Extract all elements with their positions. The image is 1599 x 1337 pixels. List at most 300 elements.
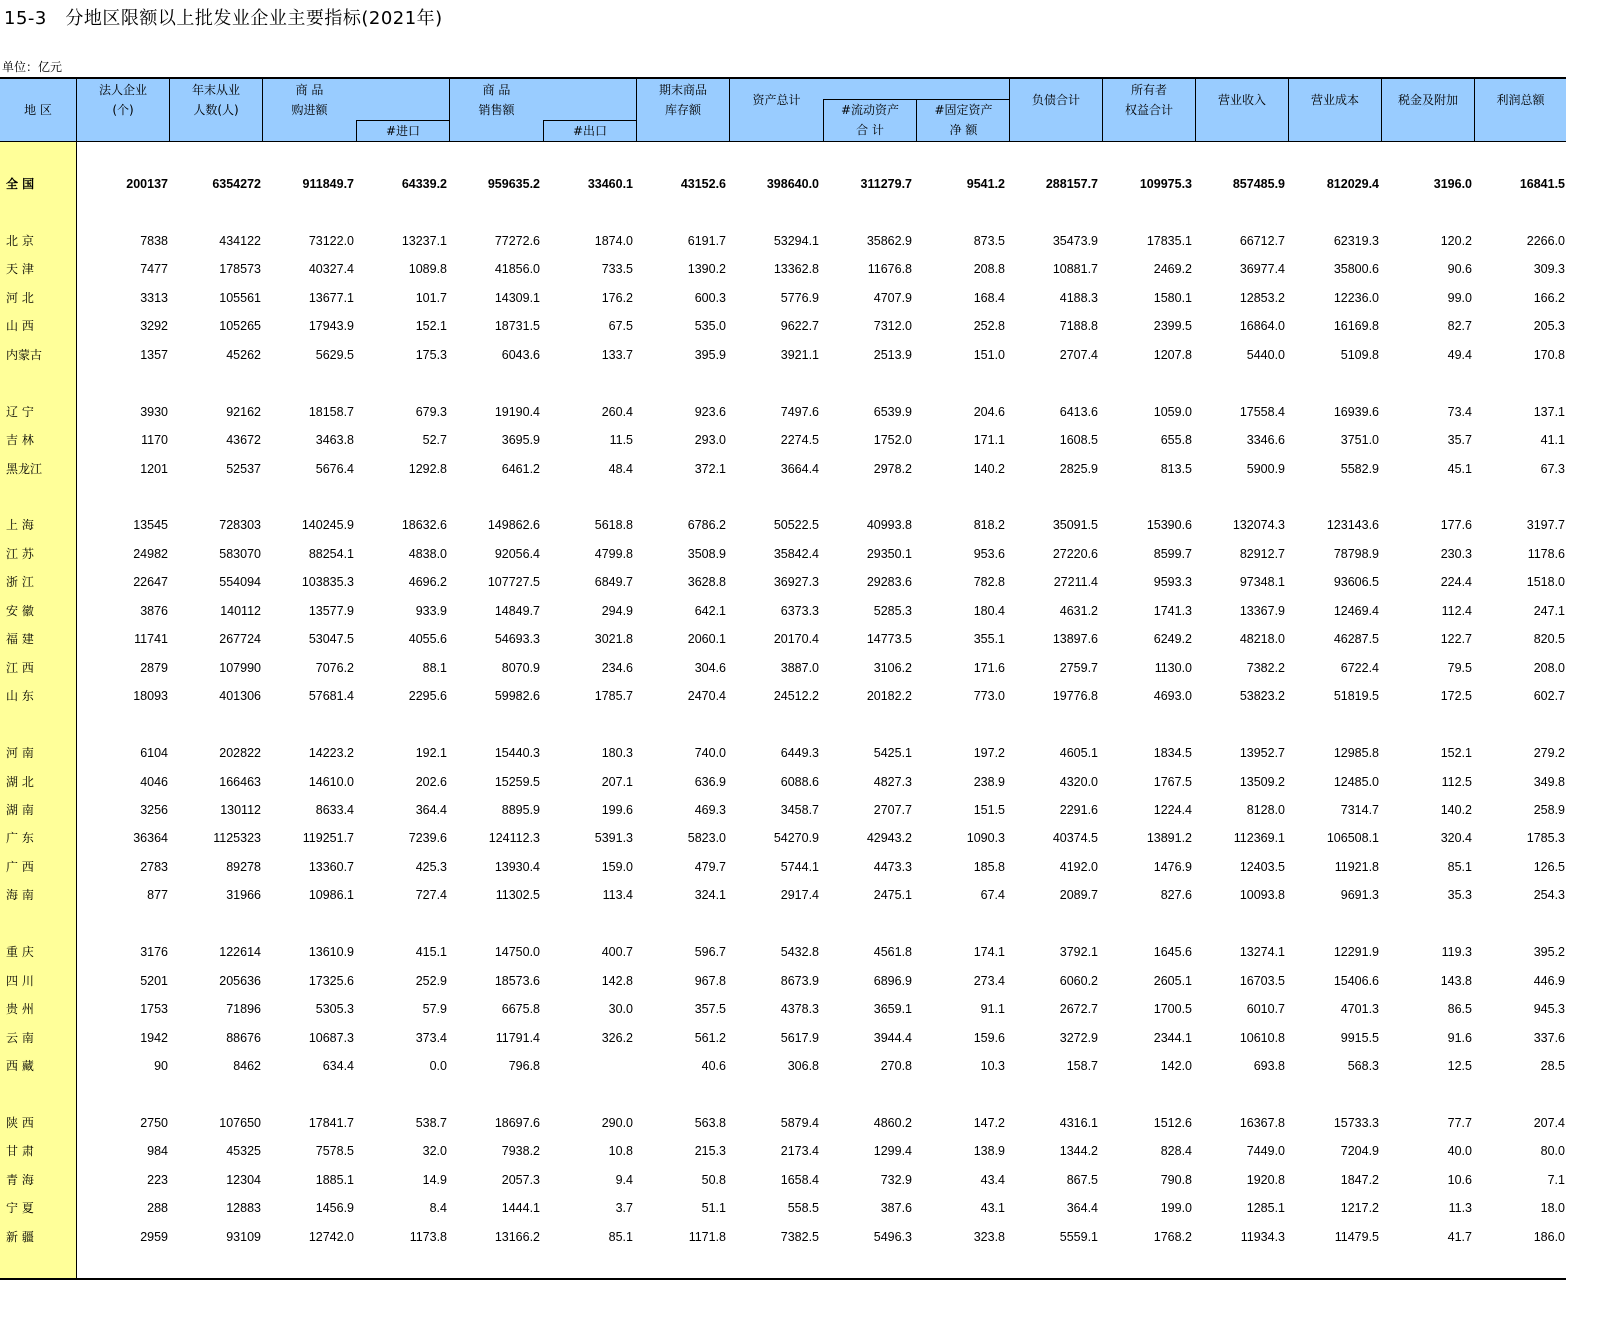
region-column (0, 142, 77, 1279)
table-cell: 92162 (226, 405, 261, 419)
table-cell: 205636 (219, 974, 261, 988)
table-cell: 270.8 (880, 1059, 912, 1073)
table-cell: 54693.3 (494, 632, 540, 646)
table-cell: 105265 (219, 319, 261, 333)
table-row (0, 1141, 1566, 1161)
table-cell: 29283.6 (866, 575, 912, 589)
table-cell: 2879 (140, 661, 168, 675)
table-cell: 5744.1 (780, 860, 819, 874)
header-current-assets (823, 99, 916, 141)
table-cell: 945.3 (1533, 1002, 1565, 1016)
table-cell: 634.4 (322, 1059, 354, 1073)
table-cell: 9541.2 (966, 177, 1005, 191)
table-row-total (0, 174, 1566, 194)
table-cell: 4838.0 (408, 547, 447, 561)
table-cell: 3256 (140, 803, 168, 817)
table-cell: 71896 (226, 1002, 261, 1016)
table-cell: 6043.6 (501, 348, 540, 362)
table-cell: 4320.0 (1059, 775, 1098, 789)
region-name: 北 京 (6, 234, 34, 248)
header-imports: #进口 (356, 120, 449, 141)
table-cell: 43672 (226, 433, 261, 447)
table-cell: 11.5 (609, 433, 633, 447)
table-cell: 143.8 (1440, 974, 1472, 988)
table-cell: 10687.3 (308, 1031, 354, 1045)
table-cell: 7239.6 (408, 831, 447, 845)
table-cell: 78798.9 (1333, 547, 1379, 561)
table-cell: 40327.4 (308, 262, 354, 276)
table-cell: 24982 (133, 547, 168, 561)
table-cell: 27211.4 (1053, 575, 1098, 589)
table-cell: 52537 (226, 462, 261, 476)
header-inventory (637, 79, 730, 141)
table-cell: 1201 (140, 462, 168, 476)
table-cell: 48.4 (608, 462, 633, 476)
table-cell: 14.9 (422, 1173, 447, 1187)
table-cell: 192.1 (415, 746, 447, 760)
table-cell: 558.5 (787, 1201, 819, 1215)
table-cell: 3921.1 (780, 348, 819, 362)
table-cell: 828.4 (1160, 1144, 1192, 1158)
table-cell: 113.4 (602, 888, 633, 902)
table-cell: 18697.6 (494, 1116, 540, 1130)
table-cell: 9593.3 (1153, 575, 1192, 589)
table-cell: 15440.3 (494, 746, 540, 760)
table-cell: 3272.9 (1059, 1031, 1098, 1045)
table-cell: 106508.1 (1326, 831, 1379, 845)
region-name: 河 南 (6, 746, 34, 760)
table-cell: 46287.5 (1333, 632, 1379, 646)
table-cell: 535.0 (694, 319, 726, 333)
table-cell: 11479.5 (1334, 1230, 1379, 1244)
table-cell: 36927.3 (773, 575, 819, 589)
table-cell: 28.5 (1540, 1059, 1565, 1073)
table-cell: 877 (147, 888, 168, 902)
table-cell: 13577.9 (308, 604, 354, 618)
table-cell: 51.1 (701, 1201, 726, 1215)
table-cell: 88.1 (422, 661, 447, 675)
table-cell: 1700.5 (1153, 1002, 1192, 1016)
table-cell: 2513.9 (873, 348, 912, 362)
table-cell: 1608.5 (1059, 433, 1098, 447)
table-cell: 2707.4 (1059, 348, 1098, 362)
table-cell: 13362.8 (773, 262, 819, 276)
region-name: 福 建 (6, 632, 34, 646)
table-cell: 202822 (219, 746, 261, 760)
table-cell: 132074.3 (1232, 518, 1285, 532)
table-cell: 596.7 (694, 945, 726, 959)
table-cell: 2057.3 (501, 1173, 540, 1187)
table-cell: 62319.3 (1333, 234, 1379, 248)
region-name: 宁 夏 (6, 1201, 34, 1215)
table-row (0, 800, 1566, 820)
table-cell: 36977.4 (1239, 262, 1285, 276)
header-assets (730, 79, 1010, 141)
table-cell: 120.2 (1440, 234, 1472, 248)
table-cell: 1767.5 (1153, 775, 1192, 789)
table-cell: 88254.1 (308, 547, 354, 561)
table-cell: 45325 (226, 1144, 261, 1158)
table-cell: 13952.7 (1239, 746, 1285, 760)
table-cell: 1456.9 (315, 1201, 354, 1215)
table-cell: 18158.7 (308, 405, 354, 419)
header-revenue-label: 营业收入 (1217, 93, 1266, 107)
table-cell: 8.4 (429, 1201, 447, 1215)
header-taxes-label: 税金及附加 (1397, 93, 1458, 107)
table-cell: 14610.0 (308, 775, 354, 789)
table-cell: 199.6 (601, 803, 633, 817)
table-row (0, 971, 1566, 991)
table-cell: 1768.2 (1153, 1230, 1192, 1244)
table-cell: 14773.5 (866, 632, 912, 646)
table-cell: 99.0 (1447, 291, 1472, 305)
table-cell: 66712.7 (1239, 234, 1285, 248)
table-row (0, 1113, 1566, 1133)
table-cell: 67.4 (980, 888, 1005, 902)
table-cell: 18573.6 (494, 974, 540, 988)
table-cell: 234.6 (601, 661, 633, 675)
table-cell: 1170 (141, 433, 168, 447)
table-cell: 197.2 (973, 746, 1005, 760)
table-row (0, 857, 1566, 877)
region-name: 云 南 (6, 1031, 34, 1045)
table-cell: 50.8 (701, 1173, 726, 1187)
table-cell: 202.6 (415, 775, 447, 789)
table-cell: 1207.8 (1153, 348, 1192, 362)
table-cell: 10986.1 (308, 888, 354, 902)
table-cell: 7314.7 (1340, 803, 1379, 817)
region-name: 陕 西 (6, 1116, 34, 1130)
table-cell: 59982.6 (494, 689, 540, 703)
table-cell: 1518.0 (1526, 575, 1565, 589)
table-cell: 7076.2 (315, 661, 354, 675)
header-revenue (1196, 79, 1289, 141)
table-cell: 45262 (226, 348, 261, 362)
table-cell: 1171.8 (688, 1230, 726, 1244)
table-cell: 33460.1 (587, 177, 633, 191)
table-cell: 387.6 (880, 1201, 912, 1215)
table-cell: 230.3 (1440, 547, 1472, 561)
table-cell: 4631.2 (1059, 604, 1098, 618)
table-cell: 773.0 (973, 689, 1005, 703)
table-cell: 149862.6 (487, 518, 540, 532)
table-cell: 67.3 (1540, 462, 1565, 476)
table-cell: 8673.9 (780, 974, 819, 988)
region-name: 西 藏 (6, 1059, 34, 1073)
table-cell: 4799.8 (594, 547, 633, 561)
table-cell: 82912.7 (1239, 547, 1285, 561)
table-cell: 12985.8 (1333, 746, 1379, 760)
table-cell: 12883 (226, 1201, 261, 1215)
table-cell: 41.7 (1447, 1230, 1472, 1244)
table-cell: 200137 (126, 177, 168, 191)
table-cell: 77272.6 (494, 234, 540, 248)
table-cell: 238.9 (973, 775, 1005, 789)
table-cell: 10.3 (980, 1059, 1005, 1073)
table-cell: 171.6 (973, 661, 1005, 675)
table-cell: 91.1 (980, 1002, 1005, 1016)
table-cell: 1645.6 (1153, 945, 1192, 959)
table-cell: 1178.6 (1527, 547, 1565, 561)
table-cell: 12.5 (1447, 1059, 1472, 1073)
table-cell: 40.0 (1447, 1144, 1472, 1158)
table-cell: 479.7 (694, 860, 726, 874)
table-cell: 67.5 (608, 319, 633, 333)
table-cell: 9622.7 (780, 319, 819, 333)
table-cell: 152.1 (1440, 746, 1472, 760)
table-cell: 273.4 (973, 974, 1005, 988)
table-cell: 43152.6 (680, 177, 726, 191)
table-cell: 11302.5 (495, 888, 540, 902)
table-cell: 19776.8 (1052, 689, 1098, 703)
table-cell: 732.9 (880, 1173, 912, 1187)
table-cell: 5629.5 (315, 348, 354, 362)
table-cell: 93606.5 (1333, 575, 1379, 589)
table-cell: 122.7 (1440, 632, 1472, 646)
table-cell: 49.4 (1447, 348, 1472, 362)
table-cell: 13360.7 (308, 860, 354, 874)
table-cell: 3751.0 (1340, 433, 1379, 447)
region-name: 山 西 (6, 319, 34, 333)
table-cell: 109975.3 (1139, 177, 1192, 191)
table-row (0, 1198, 1566, 1218)
table-cell: 178573 (219, 262, 261, 276)
table-cell: 6413.6 (1059, 405, 1098, 419)
table-cell: 6675.8 (501, 1002, 540, 1016)
table-cell: 6249.2 (1153, 632, 1192, 646)
table-cell: 32.0 (422, 1144, 447, 1158)
table-cell: 1785.7 (594, 689, 633, 703)
table-cell: 563.8 (694, 1116, 726, 1130)
table-cell: 133.7 (601, 348, 633, 362)
header-inventory-l1: 期末商品 (658, 83, 707, 97)
region-name: 湖 北 (6, 775, 34, 789)
table-cell: 48218.0 (1239, 632, 1285, 646)
table-cell: 177.6 (1440, 518, 1472, 532)
table-cell: 53294.1 (773, 234, 819, 248)
table-cell: 1059.0 (1153, 405, 1192, 419)
table-cell: 180.4 (973, 604, 1005, 618)
table-cell: 7497.6 (780, 405, 819, 419)
table-cell: 175.3 (415, 348, 447, 362)
table-cell: 583070 (219, 547, 261, 561)
table-cell: 5676.4 (315, 462, 354, 476)
table-cell: 27220.6 (1052, 547, 1098, 561)
header-employees-l1: 年末从业 (191, 83, 240, 97)
table-cell: 1752.0 (873, 433, 912, 447)
table-cell: 35.3 (1447, 888, 1472, 902)
table-cell: 6539.9 (873, 405, 912, 419)
table-cell: 205.3 (1533, 319, 1565, 333)
table-cell: 85.1 (1447, 860, 1472, 874)
table-cell: 320.4 (1440, 831, 1472, 845)
table-row (0, 259, 1566, 279)
table-header (0, 77, 1566, 142)
header-purchases-l2: 购进额 (291, 103, 328, 117)
table-cell: 279.2 (1533, 746, 1565, 760)
table-cell: 89278 (226, 860, 261, 874)
table-cell: 323.8 (973, 1230, 1005, 1244)
table-cell: 425.3 (415, 860, 447, 874)
table-cell: 12485.0 (1333, 775, 1379, 789)
header-legal-entities (77, 79, 170, 141)
table-cell: 2470.4 (687, 689, 726, 703)
table-cell: 140.2 (973, 462, 1005, 476)
table-cell: 16864.0 (1239, 319, 1285, 333)
table-cell: 41.1 (1540, 433, 1565, 447)
table-cell: 3930 (140, 405, 168, 419)
table-cell: 107990 (219, 661, 261, 675)
table-cell: 4378.3 (780, 1002, 819, 1016)
table-cell: 1130.0 (1154, 661, 1192, 675)
header-fixed-assets (916, 99, 1010, 141)
table-cell: 151.5 (973, 803, 1005, 817)
header-current-assets-l1: #流动资产 (840, 103, 900, 117)
table-cell: 728303 (219, 518, 261, 532)
table-cell: 14223.2 (308, 746, 354, 760)
table-row (0, 1056, 1566, 1076)
header-profit-label: 利润总额 (1496, 93, 1545, 107)
table-cell: 6104 (140, 746, 168, 760)
table-cell: 1942 (140, 1031, 168, 1045)
table-cell: 602.7 (1533, 689, 1565, 703)
table-cell: 469.3 (694, 803, 726, 817)
table-cell: 355.1 (973, 632, 1005, 646)
table-cell: 105561 (219, 291, 261, 305)
table-cell: 13274.1 (1239, 945, 1285, 959)
table-cell: 138.9 (973, 1144, 1005, 1158)
region-name: 上 海 (6, 518, 34, 532)
table-cell: 1089.8 (408, 262, 447, 276)
table-cell: 2825.9 (1059, 462, 1098, 476)
table-cell: 90 (154, 1059, 168, 1073)
table-cell: 959635.2 (487, 177, 540, 191)
table-cell: 0.0 (429, 1059, 447, 1073)
table-cell: 1512.6 (1153, 1116, 1192, 1130)
table-cell: 6373.3 (780, 604, 819, 618)
header-assets-label: 资产总计 (752, 93, 801, 107)
table-cell: 36364 (133, 831, 168, 845)
table-cell: 45.1 (1447, 462, 1472, 476)
table-cell: 140245.9 (301, 518, 354, 532)
table-cell: 11934.3 (1240, 1230, 1285, 1244)
table-cell: 13610.9 (308, 945, 354, 959)
table-cell: 52.7 (422, 433, 447, 447)
table-cell: 554094 (219, 575, 261, 589)
table-cell: 4701.3 (1340, 1002, 1379, 1016)
table-cell: 10.8 (608, 1144, 633, 1158)
table-cell: 13677.1 (308, 291, 354, 305)
table-cell: 4605.1 (1059, 746, 1098, 760)
table-cell: 3628.8 (687, 575, 726, 589)
table-cell: 953.6 (973, 547, 1005, 561)
table-cell: 14750.0 (494, 945, 540, 959)
region-name: 江 苏 (6, 547, 34, 561)
region-name: 重 庆 (6, 945, 34, 959)
table-cell: 79.5 (1447, 661, 1472, 675)
table-cell: 1285.1 (1246, 1201, 1285, 1215)
table-cell: 35.7 (1447, 433, 1472, 447)
table-cell: 2672.7 (1059, 1002, 1098, 1016)
table-row (0, 658, 1566, 678)
table-cell: 224.4 (1440, 575, 1472, 589)
table-cell: 4055.6 (408, 632, 447, 646)
table-cell: 119251.7 (302, 831, 354, 845)
header-region (0, 79, 77, 141)
table-cell: 185.8 (973, 860, 1005, 874)
table-cell: 180.3 (601, 746, 633, 760)
table-cell: 252.9 (415, 974, 447, 988)
table-cell: 260.4 (601, 405, 633, 419)
table-cell: 17841.7 (308, 1116, 354, 1130)
table-row (0, 430, 1566, 450)
table-cell: 1874.0 (594, 234, 633, 248)
header-employees-l2: 人数(人) (193, 103, 239, 117)
table-cell: 252.8 (973, 319, 1005, 333)
table-cell: 4046 (140, 775, 168, 789)
table-cell: 57.9 (422, 1002, 447, 1016)
table-cell: 15390.6 (1146, 518, 1192, 532)
table-cell: 112.4 (1441, 604, 1472, 618)
table-cell: 4561.8 (873, 945, 912, 959)
table-cell: 130112 (220, 803, 261, 817)
table-cell: 18093 (133, 689, 168, 703)
table-cell: 1847.2 (1340, 1173, 1379, 1187)
table-cell: 2291.6 (1059, 803, 1098, 817)
table-cell: 3463.8 (315, 433, 354, 447)
table-cell: 103835.3 (301, 575, 354, 589)
table-cell: 85.1 (608, 1230, 633, 1244)
table-cell: 2274.5 (780, 433, 819, 447)
table-cell: 1090.3 (966, 831, 1005, 845)
region-name: 青 海 (6, 1173, 34, 1187)
table-cell: 984 (147, 1144, 168, 1158)
region-name: 海 南 (6, 888, 34, 902)
region-name: 吉 林 (6, 433, 34, 447)
table-cell: 2475.1 (873, 888, 912, 902)
table-cell: 10.6 (1447, 1173, 1472, 1187)
table-row (0, 316, 1566, 336)
table-cell: 92056.4 (494, 547, 540, 561)
table-cell: 14309.1 (494, 291, 540, 305)
table-cell: 2759.7 (1059, 661, 1098, 675)
table-row (0, 772, 1566, 792)
table-cell: 9.4 (615, 1173, 633, 1187)
table-cell: 5109.8 (1340, 348, 1379, 362)
table-cell: 3659.1 (873, 1002, 912, 1016)
table-row (0, 345, 1566, 365)
table-cell: 12236.0 (1333, 291, 1379, 305)
table-cell: 7838 (140, 234, 168, 248)
table-cell: 3508.9 (687, 547, 726, 561)
table-cell: 349.8 (1533, 775, 1565, 789)
table-cell: 10881.7 (1052, 262, 1098, 276)
table-cell: 11.3 (1448, 1201, 1472, 1215)
table-cell: 254.3 (1533, 888, 1565, 902)
header-exports: #出口 (543, 120, 636, 141)
table-cell: 147.2 (973, 1116, 1005, 1130)
region-name: 浙 江 (6, 575, 34, 589)
header-legal-entities-l2: (个) (112, 103, 134, 117)
table-cell: 4473.3 (873, 860, 912, 874)
table-cell: 64339.2 (401, 177, 447, 191)
table-cell: 4693.0 (1153, 689, 1192, 703)
table-row (0, 544, 1566, 564)
table-cell: 395.2 (1533, 945, 1565, 959)
table-cell: 13891.2 (1146, 831, 1192, 845)
table-cell: 3176 (140, 945, 168, 959)
table-cell: 1741.3 (1153, 604, 1192, 618)
